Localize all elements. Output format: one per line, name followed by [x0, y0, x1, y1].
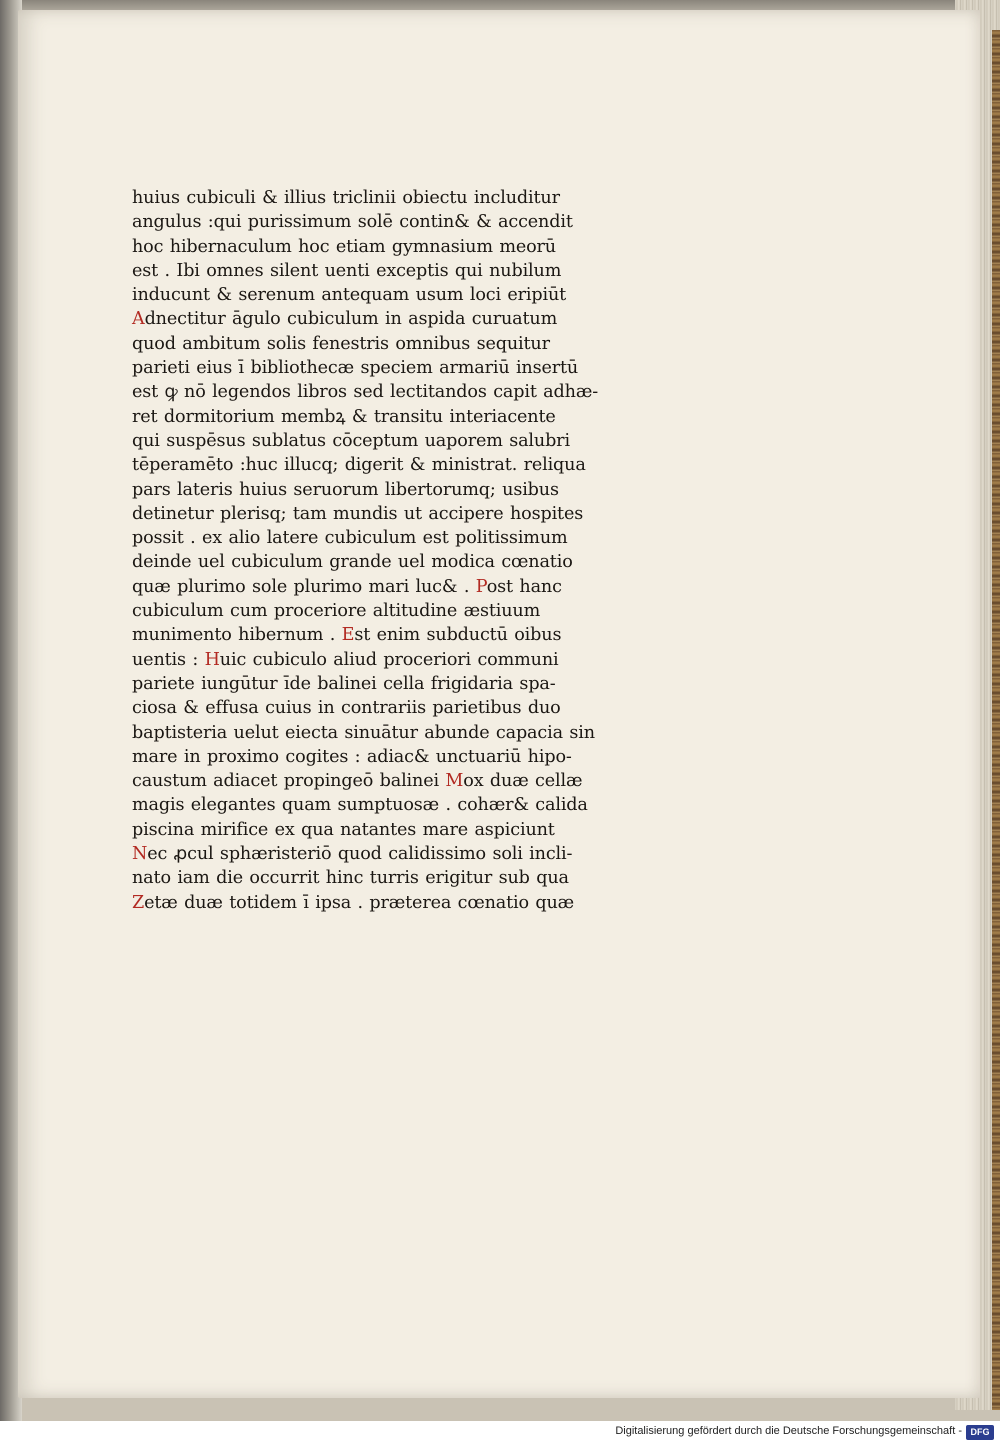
- text-segment: ox duæ cellæ: [463, 771, 583, 792]
- text-line: hoc hibernaculum hoc etiam gymnasium meorū: [132, 236, 556, 257]
- rubric-initial: H: [204, 649, 220, 670]
- text-line: deinde uel cubiculum grande uel modica cœnatio: [132, 552, 573, 573]
- text-line: ret dormitorium membꝝ & transitu interiacente: [132, 406, 556, 427]
- text-line: est . Ibi omnes silent uenti exceptis qui nubilum: [132, 260, 562, 281]
- text-line: parieti eius ī bibliothecæ speciem armariū insertū: [132, 358, 579, 379]
- text-segment: ost hanc: [486, 576, 562, 597]
- text-segment: dnectitur āgulo cubiculum in aspida curuatum: [144, 309, 558, 330]
- text-line: tēperamēto :huc illucq; digerit & ministrat. reliqua: [132, 455, 586, 476]
- text-line: [132, 307, 612, 331]
- rubric-initial: N: [132, 844, 148, 865]
- text-line: baptisteria uelut eiecta sinuātur abunde capacia sin: [132, 722, 595, 743]
- text-line: [132, 769, 612, 793]
- text-line: huius cubiculi & illius triclinii obiectu includitur: [132, 188, 560, 208]
- text-line: nato iam die occurrit hinc turris erigitur sub qua: [132, 868, 569, 889]
- dfg-logo-icon: DFG: [966, 1425, 994, 1440]
- text-segment: uentis :: [132, 649, 205, 670]
- text-segment: quæ plurimo sole plurimo mari luc& .: [132, 576, 476, 597]
- funding-credit: Digitalisierung gefördert durch die Deutsche Forschungsgemeinschaft -: [615, 1425, 962, 1437]
- binding-edge: [992, 30, 1000, 1410]
- text-line: ciosa & effusa cuius in contrariis parietibus duo: [132, 698, 561, 719]
- text-line: [132, 575, 612, 599]
- text-line: possit . ex alio latere cubiculum est politissimum: [132, 528, 568, 549]
- text-block: [132, 186, 612, 915]
- text-line: [132, 891, 612, 915]
- rubric-initial: P: [475, 576, 487, 597]
- rubric-initial: Z: [132, 892, 145, 913]
- text-line: mare in proximo cogites : adiac& unctuariū hipo-: [132, 746, 572, 767]
- text-segment: st enim subductū oibus: [354, 625, 562, 646]
- text-line: angulus :qui purissimum solē contin& & accendit: [132, 212, 573, 233]
- text-line: magis elegantes quam sumptuosæ . cohær& calida: [132, 795, 588, 816]
- rubric-initial: M: [445, 771, 464, 792]
- text-line: cubiculum cum proceriore altitudine æstiuum: [132, 601, 541, 622]
- text-line: pariete iungūtur īde balinei cella frigidaria spa-: [132, 673, 556, 694]
- rubric-initial: E: [341, 625, 355, 646]
- text-segment: uic cubiculo aliud proceriori communi: [219, 649, 559, 670]
- text-line: [132, 623, 612, 647]
- text-line: est ꝙ nō legendos libros sed lectitandos capit adhæ-: [132, 382, 598, 403]
- text-line: quod ambitum solis fenestris omnibus sequitur: [132, 333, 550, 354]
- text-segment: munimento hibernum .: [132, 625, 342, 646]
- rubric-initial: A: [132, 309, 145, 330]
- text-segment: ec ꝓcul sphæristeriō quod calidissimo soli incli-: [147, 844, 573, 865]
- text-line: qui suspēsus sublatus cōceptum uaporem salubri: [132, 430, 570, 451]
- text-line: [132, 842, 612, 866]
- text-line: inducunt & serenum antequam usum loci eripiūt: [132, 285, 567, 306]
- text-segment: etæ duæ totidem ī ipsa . præterea cœnatio quæ: [144, 892, 575, 913]
- text-line: piscina mirifice ex qua natantes mare aspiciunt: [132, 819, 555, 840]
- text-segment: caustum adiacet propingeō balinei: [132, 771, 446, 792]
- text-line: detinetur plerisq; tam mundis ut accipere hospites: [132, 503, 584, 524]
- text-line: [132, 648, 612, 672]
- text-line: pars lateris huius seruorum libertorumq; usibus: [132, 479, 559, 500]
